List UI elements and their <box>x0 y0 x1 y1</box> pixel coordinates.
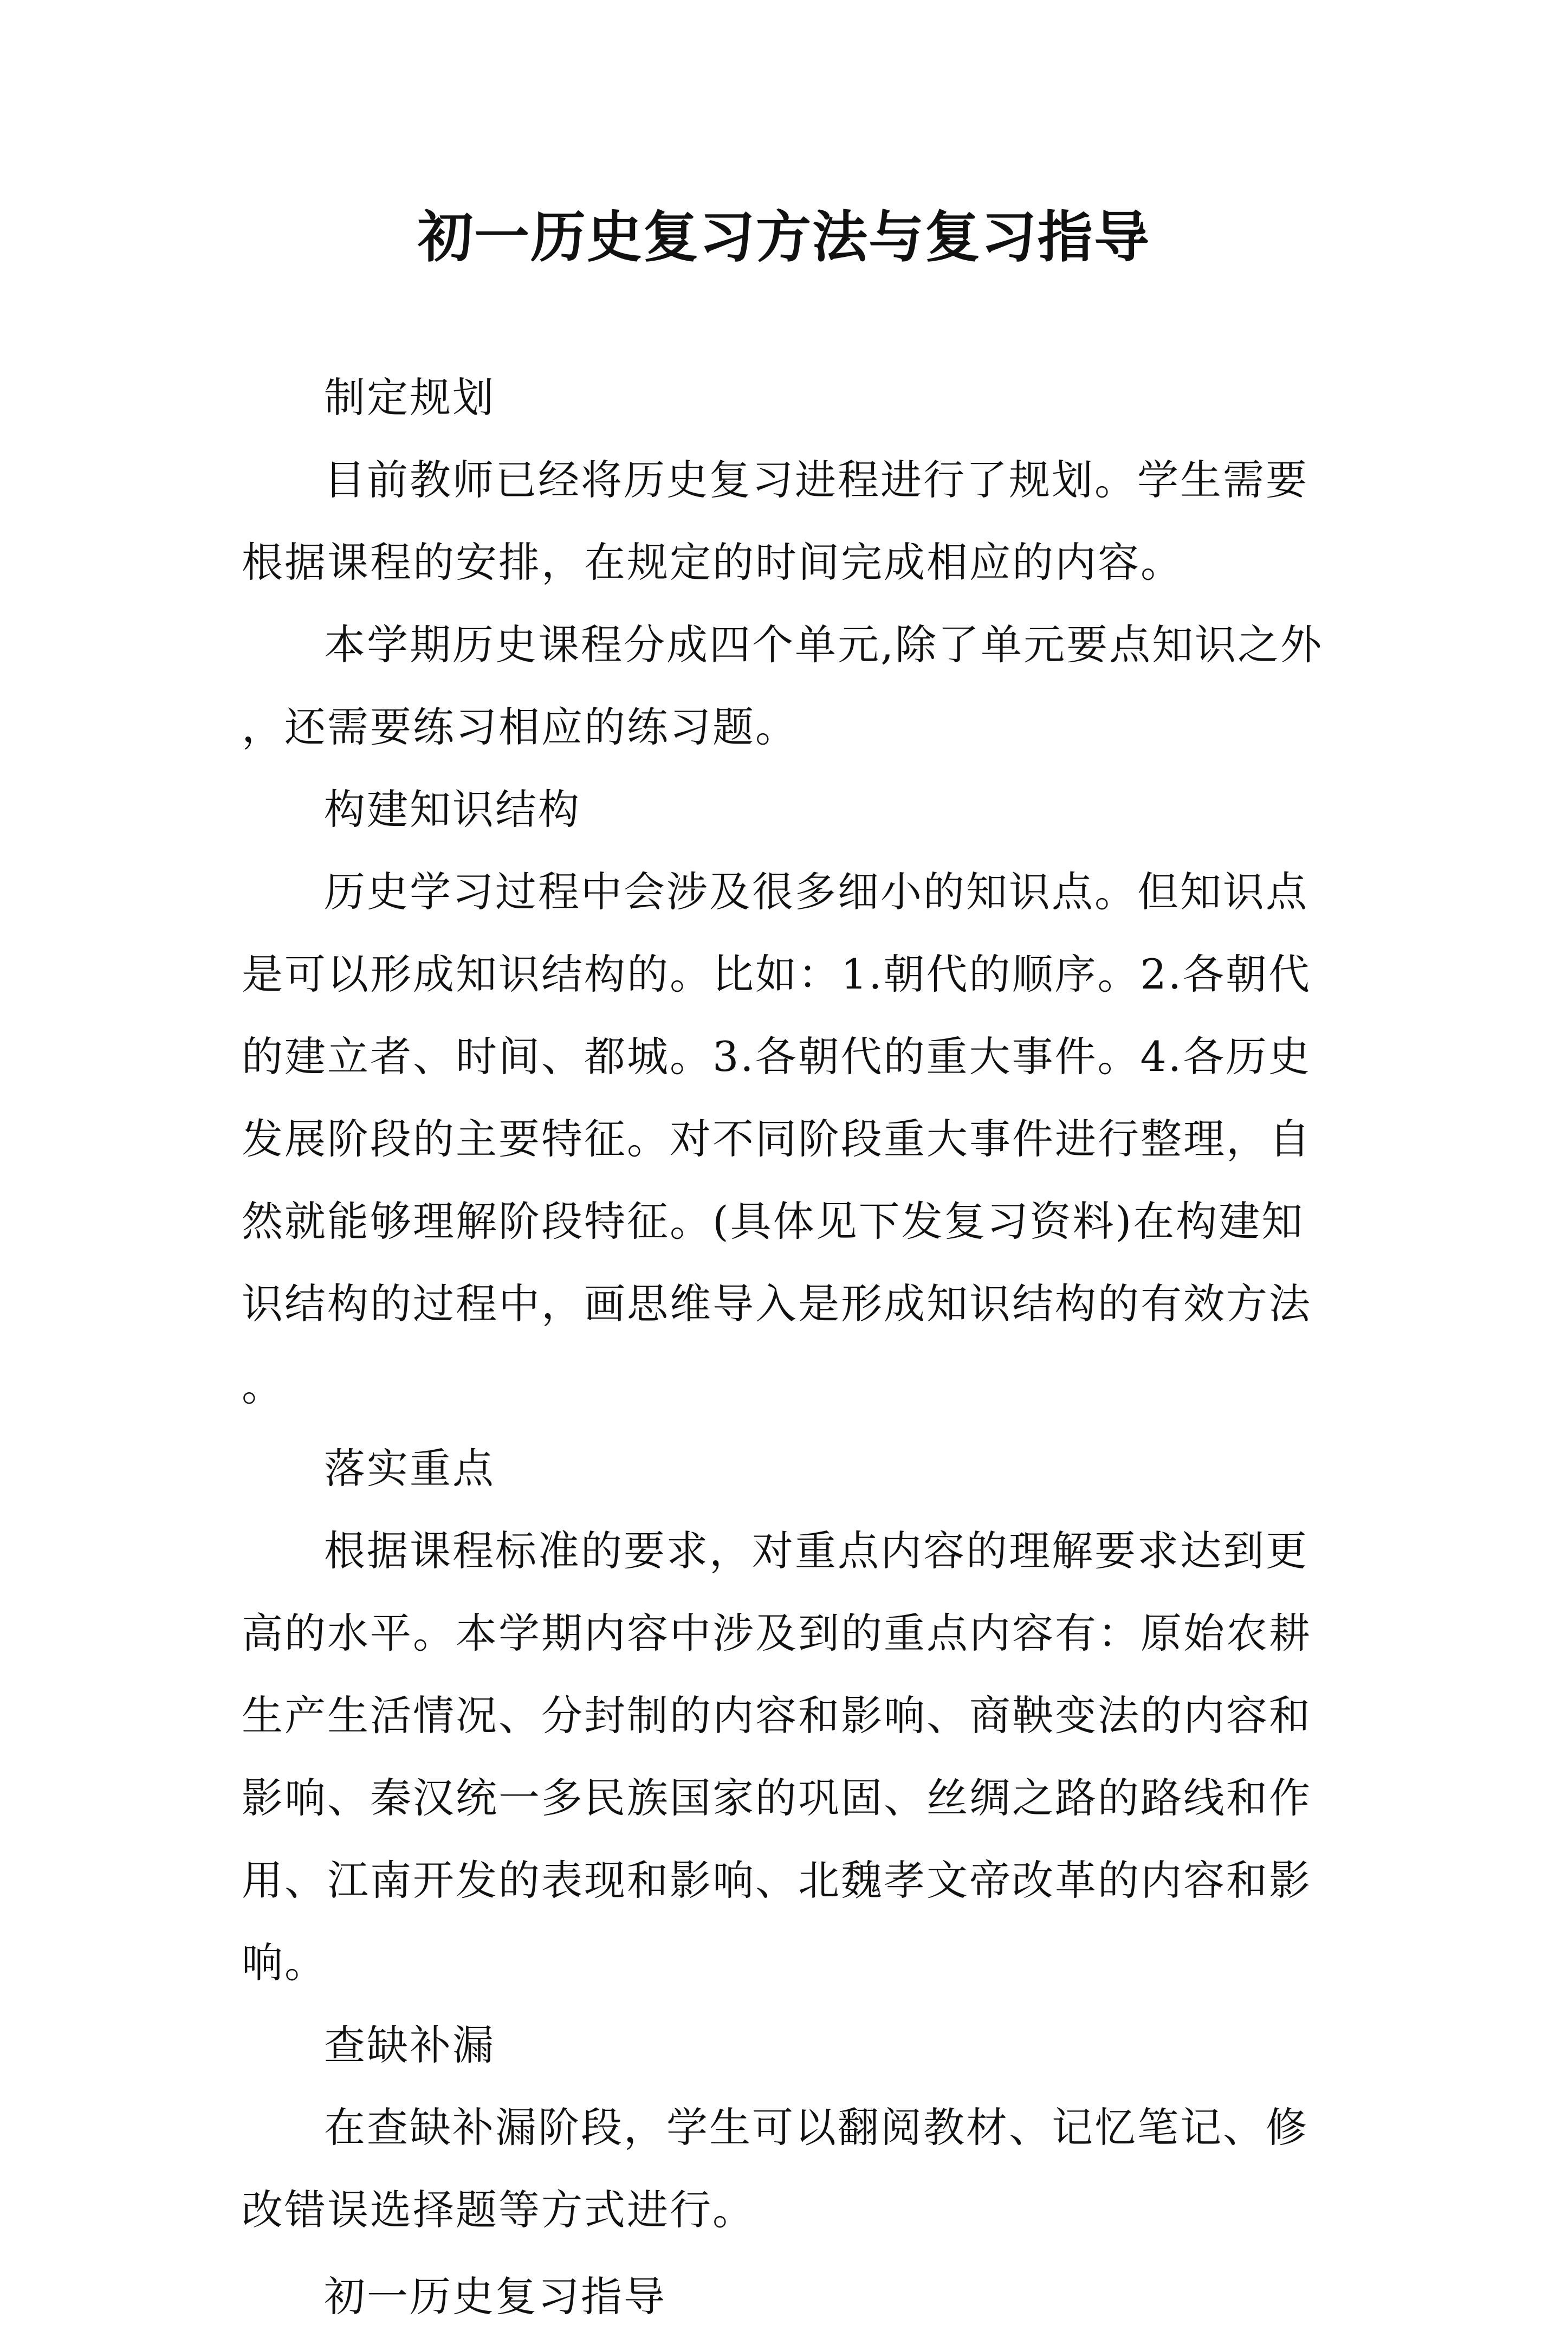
paragraph: 目前教师已经将历史复习进程进行了规划。学生需要根据课程的安排，在规定的时间完成相应的内容。 <box>242 456 1308 586</box>
section-heading-key-points: 落实重点 <box>324 1444 495 1493</box>
section-heading-structure: 构建知识结构 <box>324 785 581 834</box>
document-body <box>242 357 1325 2338</box>
section-heading-fill-gaps: 查缺补漏 <box>324 2021 495 2069</box>
document-title: 初一历史复习方法与复习指导 <box>418 205 1150 270</box>
paragraph: 本学期历史课程分成四个单元,除了单元要点知识之外，还需要练习相应的练习题。 <box>242 621 1324 751</box>
paragraph: 根据课程标准的要求，对重点内容的理解要求达到更高的水平。本学期内容中涉及到的重点内容有：原始农耕生产生活情况、分封制的内容和影响、商鞅变法的内容和影响、秦汉统一多民族国家的巩固、丝绸之路的路线和作用、江南开发的表现和影响、北魏孝文帝改革的内容和影响。 <box>242 1527 1312 1987</box>
section-heading-plan: 制定规划 <box>324 373 495 422</box>
section-heading-guidance: 初一历史复习指导 <box>324 2272 666 2321</box>
paragraph: 在查缺补漏阶段，学生可以翻阅教材、记忆笔记、修改错误选择题等方式进行。 <box>242 2103 1308 2234</box>
paragraph: 历史学习过程中会涉及很多细小的知识点。但知识点是可以形成知识结构的。比如：1.朝代的顺序。2.各朝代的建立者、时间、都城。3.各朝代的重大事件。4.各历史发展阶段的主要特征。对不同阶段重大事件进行整理，自然就能够理解阶段特征。(具体见下发复习资料)在构建知识结构的过程中，画思维导入是形成知识结构的有效方法。 <box>242 868 1312 1410</box>
